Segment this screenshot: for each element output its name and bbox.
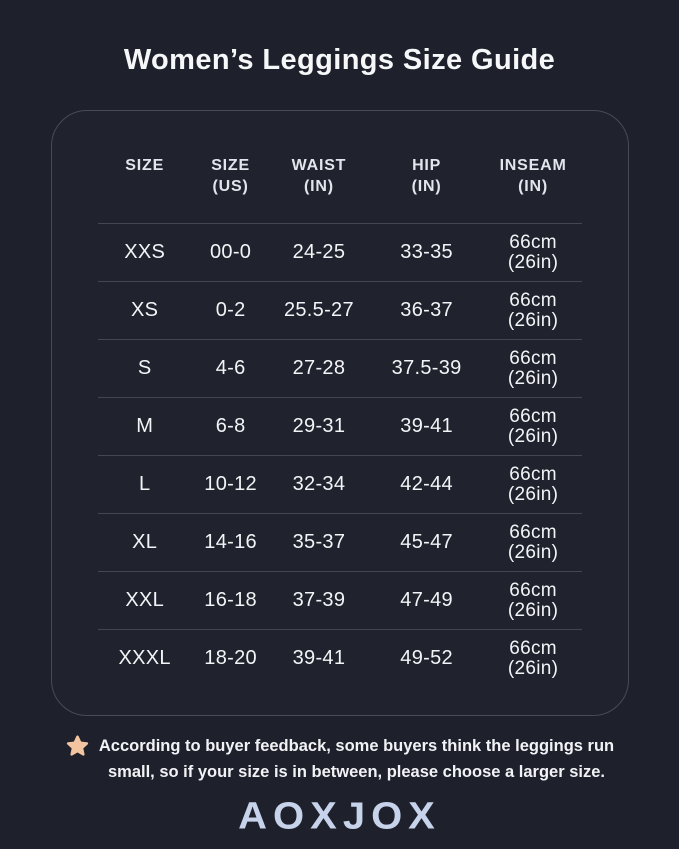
footnote-text — [99, 733, 614, 785]
table-row — [98, 513, 582, 571]
header-cell — [269, 155, 368, 197]
cell-size-us: 6-8 — [215, 415, 246, 437]
cell-size-us: 18-20 — [204, 647, 257, 669]
cell-inseam-in: (26in) — [507, 425, 559, 447]
header-sub-label: (US) — [212, 178, 249, 195]
cell-size-us: 10-12 — [204, 473, 257, 495]
cell-inseam-cm: 66cm — [509, 289, 557, 311]
cell-inseam-cm: 66cm — [509, 521, 557, 543]
cell-hip: 45-47 — [400, 531, 453, 553]
cell-hip: 36-37 — [400, 299, 453, 321]
table-row — [98, 455, 582, 513]
cell-inseam-cm: 66cm — [509, 463, 557, 485]
cell-size: XS — [131, 299, 159, 321]
cell-size: XL — [132, 531, 158, 553]
table-row — [98, 397, 582, 455]
cell-inseam-in: (26in) — [507, 599, 559, 621]
cell-inseam-in: (26in) — [507, 541, 559, 563]
cell-inseam-in: (26in) — [507, 657, 559, 679]
cell-waist: 27-28 — [292, 357, 346, 379]
footnote-line-1: According to buyer feedback, some buyers think the leggings run — [98, 737, 615, 755]
cell-inseam — [485, 523, 582, 563]
footnote — [0, 733, 679, 785]
cell-waist: 37-39 — [292, 589, 346, 611]
cell-hip: 39-41 — [400, 415, 453, 437]
table-row — [98, 571, 582, 629]
cell-inseam-cm: 66cm — [509, 579, 557, 601]
header-label: HIP — [412, 157, 442, 174]
header-label: SIZE — [211, 157, 250, 174]
cell-hip: 47-49 — [400, 589, 453, 611]
cell-inseam — [485, 581, 582, 621]
table-row — [98, 223, 582, 281]
cell-inseam-cm: 66cm — [509, 637, 557, 659]
cell-waist: 25.5-27 — [283, 299, 354, 321]
cell-inseam — [485, 291, 582, 331]
header-cell — [485, 155, 582, 197]
cell-size-us: 0-2 — [215, 299, 246, 321]
brand-logo: AOXJOX — [238, 795, 441, 837]
table-row — [98, 281, 582, 339]
header-sub-label: (IN) — [303, 178, 334, 195]
footnote-line-2: small, so if your size is in between, please choose a larger size. — [107, 763, 605, 781]
header-label: INSEAM — [499, 157, 567, 174]
cell-inseam — [485, 233, 582, 273]
cell-waist: 35-37 — [292, 531, 346, 553]
cell-waist: 29-31 — [292, 415, 346, 437]
header-cell — [369, 155, 485, 197]
cell-size: XXXL — [118, 647, 171, 669]
page-title: Women’s Leggings Size Guide — [123, 44, 556, 76]
cell-inseam — [485, 465, 582, 505]
cell-size: XXL — [125, 589, 165, 611]
cell-waist: 24-25 — [292, 241, 346, 263]
cell-hip: 42-44 — [400, 473, 453, 495]
table-row — [98, 339, 582, 397]
cell-size-us: 00-0 — [209, 241, 252, 263]
cell-waist: 39-41 — [292, 647, 346, 669]
cell-size: XXS — [124, 241, 166, 263]
header-sub-label: (IN) — [518, 178, 549, 195]
size-guide-card — [51, 110, 629, 716]
cell-hip: 49-52 — [400, 647, 453, 669]
cell-size: S — [137, 357, 152, 379]
cell-size-us: 4-6 — [215, 357, 246, 379]
cell-size-us: 16-18 — [204, 589, 257, 611]
cell-size: M — [136, 415, 154, 437]
cell-inseam-in: (26in) — [507, 367, 559, 389]
cell-hip: 37.5-39 — [391, 357, 462, 379]
cell-inseam-cm: 66cm — [509, 231, 557, 253]
cell-inseam-in: (26in) — [507, 483, 559, 505]
cell-inseam-cm: 66cm — [509, 405, 557, 427]
header-sub-label: (IN) — [411, 178, 442, 195]
header-label: SIZE — [125, 157, 165, 174]
cell-size: L — [138, 473, 151, 495]
cell-inseam-in: (26in) — [507, 309, 559, 331]
header-label: WAIST — [291, 157, 347, 174]
table-body — [98, 223, 582, 687]
cell-hip: 33-35 — [400, 241, 453, 263]
cell-inseam-in: (26in) — [507, 251, 559, 273]
cell-inseam-cm: 66cm — [509, 347, 557, 369]
table-header-row — [98, 155, 582, 223]
cell-inseam — [485, 349, 582, 389]
cell-inseam — [485, 407, 582, 447]
header-cell — [192, 155, 269, 197]
cell-inseam — [485, 639, 582, 679]
cell-size-us: 14-16 — [204, 531, 257, 553]
table-row — [98, 629, 582, 687]
cell-waist: 32-34 — [292, 473, 346, 495]
star-icon — [65, 734, 90, 764]
header-cell — [98, 155, 192, 176]
